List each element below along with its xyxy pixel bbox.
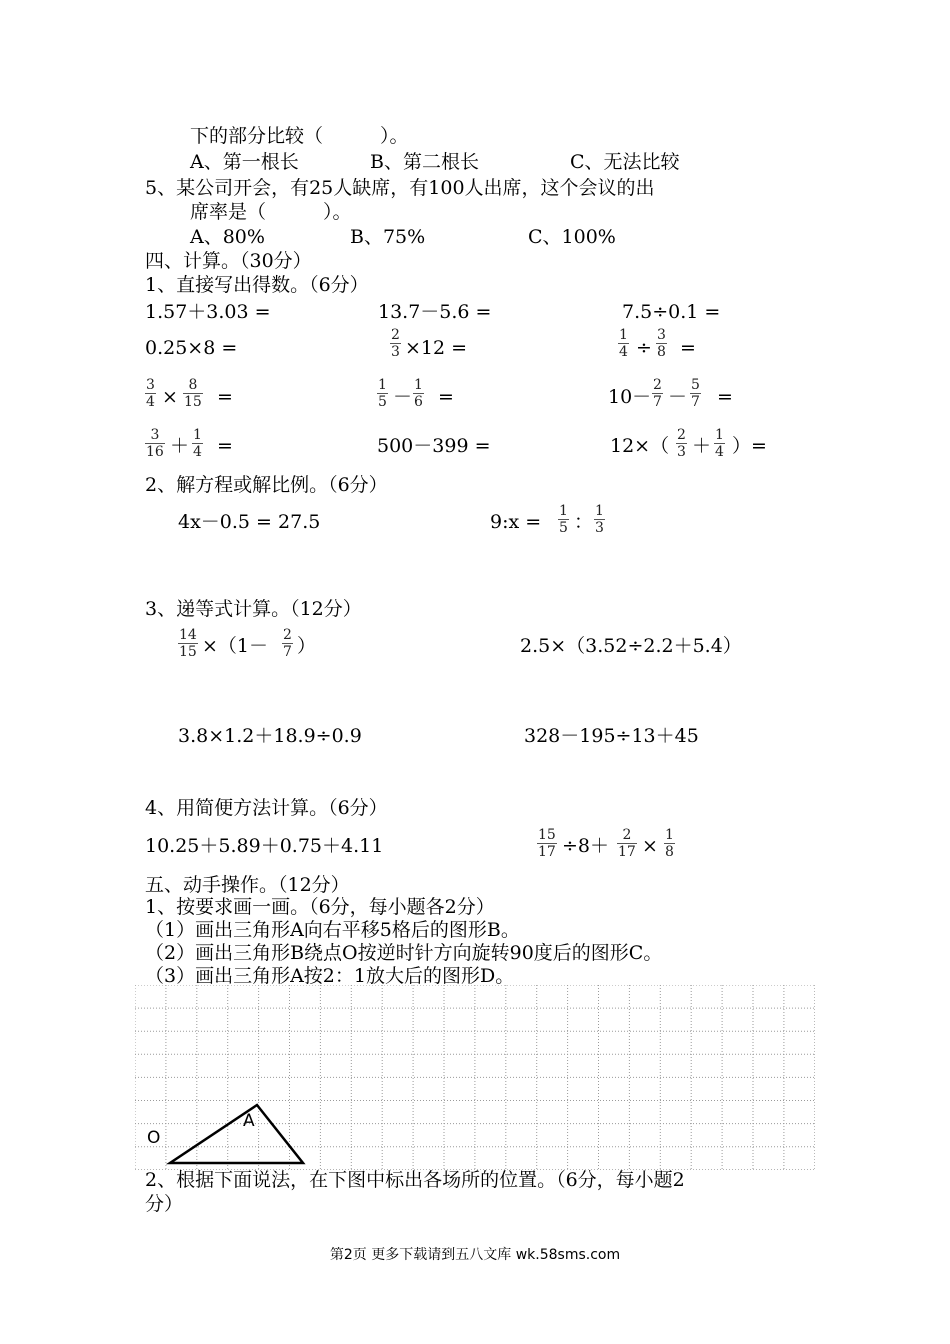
q5-option-c: C、100% <box>528 226 616 248</box>
part2-title: 2、解方程或解比例。（6分） <box>145 474 388 496</box>
calc-12-tail: ）= <box>732 435 767 457</box>
fraction: $\frac{1}{5}$ <box>559 503 568 536</box>
q5-line2: 席率是（ ）。 <box>190 201 352 223</box>
operator: － <box>393 386 413 408</box>
equals: = <box>680 337 696 359</box>
stepwise-3: 3.8×1.2＋18.9÷0.9 <box>178 725 362 747</box>
section4-title: 四、计算。（30分） <box>145 250 312 272</box>
operator: × <box>162 386 178 408</box>
fraction: $\frac{1}{8}$ <box>665 827 674 860</box>
fraction: $\frac{2}{3}$ <box>677 427 686 460</box>
fraction: $\frac{5}{7}$ <box>691 377 700 410</box>
calc-3: 7.5÷0.1 = <box>622 301 721 323</box>
operator: － <box>668 386 688 408</box>
fraction: $\frac{1}{4}$ <box>715 427 724 460</box>
calc-9-head: 10－ <box>608 386 652 408</box>
part3-title: 3、递等式计算。（12分） <box>145 598 362 620</box>
fraction: $\frac{2}{17}$ <box>618 827 636 860</box>
proportion-head: 9:x = <box>490 511 542 533</box>
grid-svg <box>135 985 815 1170</box>
page-footer: 第2页 更多下载请到五八文库 wk.58sms.com <box>329 1247 621 1263</box>
fraction: $\frac{1}{5}$ <box>378 377 387 410</box>
fraction: $\frac{1}{3}$ <box>595 503 604 536</box>
equals: = <box>438 386 454 408</box>
q5-option-b: B、75% <box>350 226 426 248</box>
triangle-a-label: A <box>243 1111 255 1131</box>
stepwise-1-tail: ） <box>297 635 317 657</box>
equals: = <box>217 435 233 457</box>
ratio-colon: ： <box>574 511 594 533</box>
fraction: $\frac{3}{4}$ <box>146 377 155 410</box>
operator: ＋ <box>170 435 190 457</box>
drawing-grid[interactable] <box>135 985 815 1170</box>
calc-2: 13.7－5.6 = <box>378 301 492 323</box>
point-o-label: O <box>147 1128 161 1148</box>
operator: ＋ <box>692 435 712 457</box>
triangle-a <box>170 1105 303 1163</box>
stepwise-2: 2.5×（3.52÷2.2＋5.4） <box>520 635 742 657</box>
calc-12-head: 12×（ <box>610 435 670 457</box>
draw-item-2: （2）画出三角形B绕点O按逆时针方向旋转90度后的图形C。 <box>145 942 663 964</box>
simplify-1: 10.25＋5.89＋0.75＋4.11 <box>145 835 384 857</box>
stepwise-1-mid: ×（1－ <box>202 635 269 657</box>
operator: ÷8＋ <box>562 835 610 857</box>
fraction: $\frac{2}{3}$ <box>391 327 400 360</box>
fraction: $\frac{2}{7}$ <box>283 627 292 660</box>
operator: ÷ <box>636 337 652 359</box>
fraction: $\frac{14}{15}$ <box>179 627 197 660</box>
q4-tail-line: 下的部分比较（ ）。 <box>190 125 409 147</box>
fraction: $\frac{2}{7}$ <box>653 377 662 410</box>
calc-1: 1.57＋3.03 = <box>145 301 271 323</box>
q5-option-a: A、80% <box>190 226 265 248</box>
fraction: $\frac{8}{15}$ <box>184 377 202 410</box>
equals: = <box>717 386 733 408</box>
fraction: $\frac{1}{4}$ <box>619 327 628 360</box>
fraction: $\frac{1}{4}$ <box>193 427 202 460</box>
q4-option-b: B、第二根长 <box>370 151 479 173</box>
fraction: $\frac{3}{8}$ <box>657 327 666 360</box>
fraction: $\frac{3}{16}$ <box>146 427 164 460</box>
section5-title: 五、动手操作。（12分） <box>145 874 350 896</box>
calc-5-tail: ×12 = <box>405 337 468 359</box>
equals: = <box>217 386 233 408</box>
draw-item-1: （1）画出三角形A向右平移5格后的图形B。 <box>145 919 520 941</box>
calc-11: 500－399 = <box>377 435 491 457</box>
fraction: $\frac{1}{6}$ <box>414 377 423 410</box>
equation-1: 4x－0.5 = 27.5 <box>178 511 321 533</box>
draw-part1-title: 1、按要求画一画。（6分，每小题各2分） <box>145 896 495 918</box>
part4-title: 4、用简便方法计算。（6分） <box>145 797 388 819</box>
stepwise-4: 328－195÷13＋45 <box>524 725 699 747</box>
q5-line1: 5、某公司开会，有25人缺席，有100人出席，这个会议的出 <box>145 177 655 199</box>
operator: × <box>642 835 658 857</box>
fraction: $\frac{15}{17}$ <box>538 827 556 860</box>
draw-item-3: （3）画出三角形A按2：1放大后的图形D。 <box>145 965 515 987</box>
draw-part2-line1: 2、根据下面说法，在下图中标出各场所的位置。（6分，每小题2 <box>145 1169 685 1191</box>
calc-4: 0.25×8 = <box>145 337 238 359</box>
part1-title: 1、直接写出得数。（6分） <box>145 274 369 296</box>
q4-option-c: C、无法比较 <box>570 151 680 173</box>
q4-option-a: A、第一根长 <box>190 151 299 173</box>
draw-part2-line2: 分） <box>145 1193 184 1215</box>
